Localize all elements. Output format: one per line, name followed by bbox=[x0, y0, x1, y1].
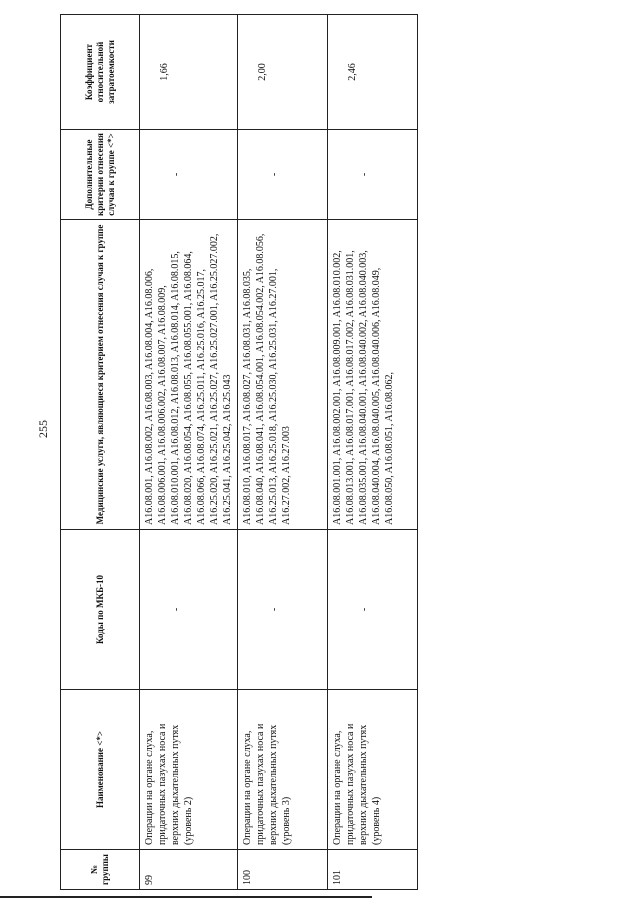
group-number: 100 bbox=[238, 850, 328, 890]
group-name: Операции на органе слуха, придаточных пазухах носа и верхних дыхательных путях (уровень 3) bbox=[238, 690, 328, 850]
header-coef: Коэффициент относительной затратоемкости bbox=[61, 15, 140, 130]
medical-services: A16.08.010, A16.08.017, A16.08.027, A16.08.031, A16.08.035, A16.08.040, A16.08.041, A16.08.054.001, A16.08.054.002, A16.08.056, A16.25.013, A16.25.018, A16.25.030, A16.25.031, A16.27.001, A16.27.002, A16.27.003 bbox=[238, 220, 328, 530]
medical-services: A16.08.001, A16.08.002, A16.08.003, A16.08.004, A16.08.006, A16.08.006.001, A16.08.006.002, A16.08.007, A16.08.009, A16.08.010.001, A16.08.012, A16.08.013, A16.08.014, A16.08.015, A16.08.020, A16.08.054, A16.08.055, A16.08.055.001, A16.08.064, A16.08.066, A16.08.074, A16.25.011, A16.25.016, A16.25.017, A16.25.020, A16.25.021, A16.25.027, A16.25.027.001, A16.25.027.002, A16.25.041, A16.25.042, A16.25.043 bbox=[140, 220, 238, 530]
group-number: 101 bbox=[328, 850, 418, 890]
cost-coefficient: 2,46 bbox=[328, 15, 418, 130]
group-name: Операции на органе слуха, придаточных пазухах носа и верхних дыхательных путях (уровень 4) bbox=[328, 690, 418, 850]
rotated-table-container bbox=[60, 15, 615, 890]
mkb-codes: - bbox=[238, 530, 328, 690]
page-number: 255 bbox=[36, 420, 50, 438]
header-name: Наименование <*> bbox=[61, 690, 140, 850]
mkb-codes: - bbox=[328, 530, 418, 690]
extra-criteria: - bbox=[238, 130, 328, 220]
bottom-divider bbox=[0, 896, 372, 898]
header-services: Медицинские услуги, являющиеся критерием отнесения случая к группе bbox=[61, 220, 140, 530]
mkb-codes: - bbox=[140, 530, 238, 690]
table-header-row bbox=[61, 15, 140, 890]
cost-coefficient: 2,00 bbox=[238, 15, 328, 130]
group-name: Операции на органе слуха, придаточных пазухах носа и верхних дыхательных путях (уровень 2) bbox=[140, 690, 238, 850]
medical-services: A16.08.001.001, A16.08.002.001, A16.08.009.001, A16.08.010.002, A16.08.013.001, A16.08.017.001, A16.08.017.002, A16.08.031.001, A16.08.035.001, A16.08.040.001, A16.08.040.002, A16.08.040.003, A16.08.040.004, A16.08.040.005, A16.08.040.006, A16.08.049, A16.08.050, A16.08.051, A16.08.062, bbox=[328, 220, 418, 530]
group-number: 99 bbox=[140, 850, 238, 890]
table-row bbox=[328, 15, 418, 890]
extra-criteria: - bbox=[328, 130, 418, 220]
header-mkb: Коды по МКБ-10 bbox=[61, 530, 140, 690]
extra-criteria: - bbox=[140, 130, 238, 220]
table-row bbox=[140, 15, 238, 890]
ksg-groups-table bbox=[60, 14, 418, 890]
table-row bbox=[238, 15, 328, 890]
header-num: № группы bbox=[61, 850, 140, 890]
header-extra: Дополнительные критерии отнесения случая к группе <*> bbox=[61, 130, 140, 220]
cost-coefficient: 1,66 bbox=[140, 15, 238, 130]
